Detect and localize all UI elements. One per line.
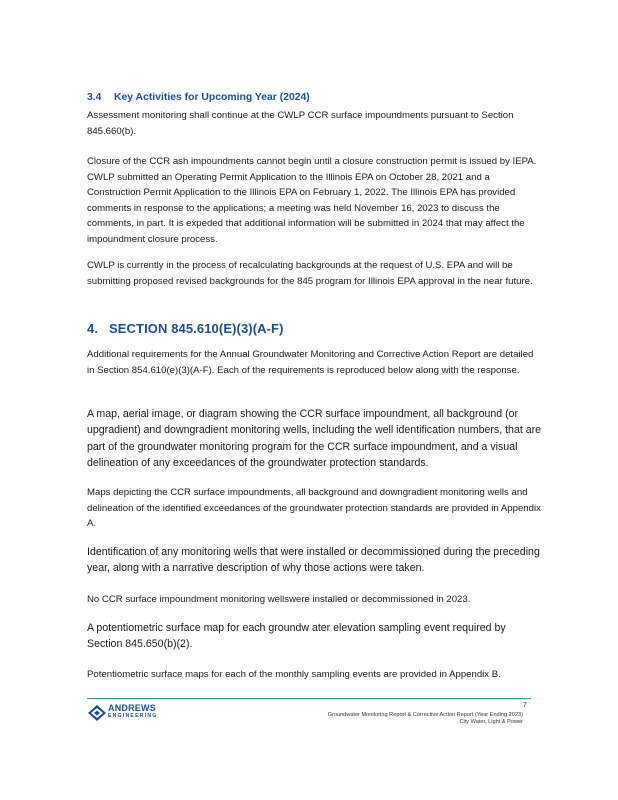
paragraph-backgrounds: CWLP is currently in the process of recalculating backgrounds at the request of U.S. EPA and will be submitting proposed revised backgrounds for the 845 program for Illinois EPA approval in the near future. (87, 260, 533, 287)
footer-report-title: Groundwater Monitoring Report & Corrective Action Report (Year Ending 2023) (327, 712, 523, 718)
section-3-4-heading (87, 92, 543, 103)
response-map: Maps depicting the CCR surface impoundments, all background and downgradient monitoring wells and delineation of the identified exceedances of the groundwater protection standards are provided in Appendix A. (87, 487, 541, 530)
section-title: Key Activities for Upcoming Year (2024) (114, 92, 310, 103)
section-number: 3.4 (87, 92, 102, 103)
paragraph-assessment-monitoring: Assessment monitoring shall continue at the CWLP CCR surface impoundments pursuant to Section 845.660(b). (87, 110, 514, 137)
section-number: 4. (87, 321, 99, 336)
logo-subtitle: ENGINEERING (108, 713, 158, 719)
requirement-map: A map, aerial image, or diagram showing the CCR surface impoundment, all background (or upgradient) and downgradient monitoring wells, including the well identification numbers, that are part of the groundwater monitoring program for the CCR surface impoundment, and a visual delineation of any exceedances of the groundwater protection standards. (87, 408, 542, 470)
paragraph-additional-requirements: Additional requirements for the Annual Groundwater Monitoring and Corrective Action Report are detailed in Section 854.610(e)(3)(A-F). Each of the requirements is reproduced below along with the response. (87, 349, 534, 376)
response-potentiometric: Potentiometric surface maps for each of the monthly sampling events are provided in Appendix B. (87, 669, 501, 680)
response-wells: No CCR surface impoundment monitoring wellswere installed or decommissioned in 2023. (87, 594, 471, 605)
logo-diamond-icon (88, 705, 106, 721)
footer-rule (87, 698, 531, 699)
section-4-heading (87, 321, 543, 336)
requirement-potentiometric: A potentiometric surface map for each groundw ater elevation sampling event required by Section 845.650(b)(2). (87, 622, 506, 651)
paragraph-closure: Closure of the CCR ash impoundments cannot begin until a closure construction permit is issued by IEPA. CWLP submitted an Operating Permit Application to the Illinois EPA on October 28, 2021 and a Construction Permit Application to the Illinois EPA on February 1, 2022. The Illinois EPA has provided comments in response to the applications; a meeting was held November 16, 2023 to discuss the comments, in part. It is expeded that additional information will be submitted in 2024 that may affect the impoundment closure process. (87, 156, 537, 245)
andrews-engineering-logo (88, 704, 168, 722)
page-number: 7 (523, 702, 527, 709)
footer-client: City Water, Light & Power (459, 719, 523, 725)
requirement-wells: Identification of any monitoring wells that were installed or decommissioned during the preceding year, along with a narrative description of why those actions were taken. (87, 546, 540, 575)
logo-name: ANDREWS (108, 703, 156, 713)
section-title: SECTION 845.610(E)(3)(A-F) (109, 321, 284, 336)
